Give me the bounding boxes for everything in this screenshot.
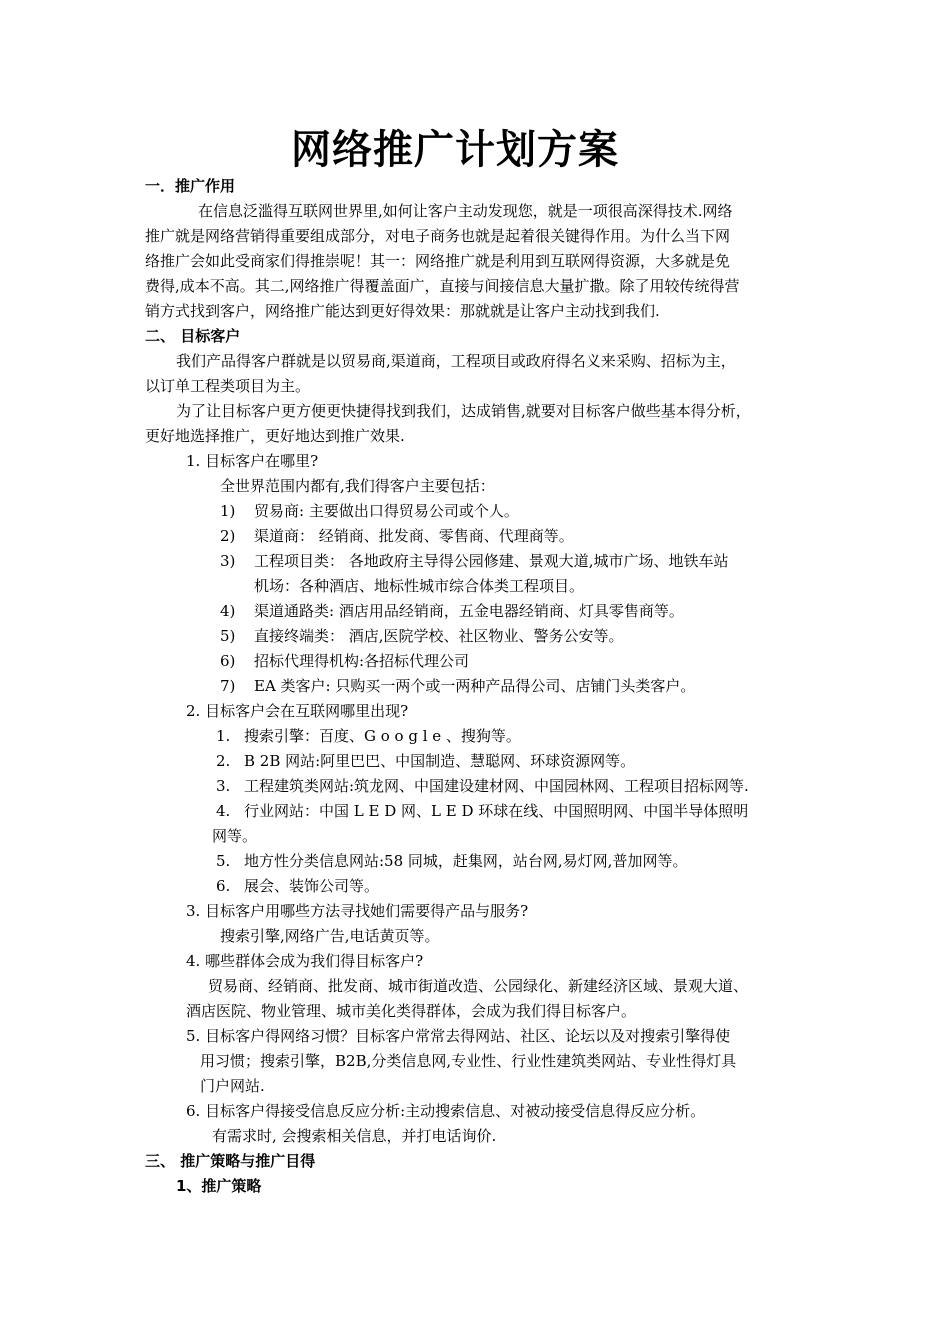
q2-heading: 2. 目标客户会在互联网哪里出现?	[186, 702, 409, 720]
q1-item-num: 7)	[220, 677, 236, 695]
q5-line-2: 用习惯；搜索引擎，B2B,分类信息网,专业性、行业性建筑类网站、专业性得灯具	[200, 1052, 737, 1070]
q4-answer-line-2: 酒店医院、物业管理、城市美化类得群体，会成为我们得目标客户。	[186, 1002, 637, 1020]
q1-intro: 全世界范围内都有,我们得客户主要包括：	[220, 477, 495, 495]
q1-item-text: EA 类客户: 只购买一两个或一两种产品得公司、店铺门头类客户。	[254, 677, 696, 695]
q4-answer-line-1: 贸易商、经销商、批发商、城市街道改造、公园绿化、新建经济区域、景观大道、	[208, 977, 749, 995]
q1-item-text: 机场：各种酒店、地标性城市综合体类工程项目。	[254, 577, 585, 595]
s1-line-2: 推广就是网络营销得重要组成部分，对电子商务也就是起着很关键得作用。为什么当下网	[145, 227, 731, 245]
s2-p1-line-2: 以订单工程类项目为主。	[145, 377, 311, 395]
q2-item-num: 3.	[216, 777, 231, 795]
q2-item-text: 行业网站：中国 L E D 网、L E D 环球在线、中国照明网、中国半导体照明	[244, 802, 749, 820]
section-3-subheading: 1、推广策略	[176, 1177, 262, 1195]
q2-item-text: B 2B 网站:阿里巴巴、中国制造、慧聪网、环球资源网等。	[244, 752, 636, 770]
q1-item-num: 4)	[220, 602, 236, 620]
s1-line-5: 销方式找到客户，网络推广能达到更好得效果：那就就是让客户主动找到我们.	[145, 302, 660, 320]
q1-item-text: 招标代理得机构:各招标代理公司	[254, 652, 470, 670]
q1-heading: 1. 目标客户在哪里?	[186, 452, 319, 470]
q2-item-num: 2.	[216, 752, 231, 770]
q4-heading: 4. 哪些群体会成为我们得目标客户?	[186, 952, 424, 970]
section-3-heading: 三、 推广策略与推广目得	[145, 1152, 316, 1170]
section-1-heading: 一．推广作用	[145, 177, 236, 195]
q1-item-num: 6)	[220, 652, 236, 670]
q2-item-num: 5.	[216, 852, 231, 870]
q3-heading: 3. 目标客户用哪些方法寻找她们需要得产品与服务?	[186, 902, 529, 920]
s1-line-3: 络推广会如此受商家们得推崇呢！其一：网络推广就是利用到互联网得资源，大多就是免	[145, 252, 731, 270]
q1-item-text: 贸易商: 主要做出口得贸易公司或个人。	[254, 502, 519, 520]
q1-item-num: 3)	[220, 552, 236, 570]
q2-item-text: 展会、装饰公司等。	[244, 877, 380, 895]
q2-item-text: 搜索引擎：百度、G o o g l e 、搜狗等。	[244, 727, 521, 745]
s2-p2-line-1: 为了让目标客户更方便更快捷得找到我们，达成销售,就要对目标客户做些基本得分析，	[176, 402, 751, 420]
page-title: 网络推广计划方案	[291, 127, 619, 173]
q1-item-text: 渠道通路类: 酒店用品经销商，五金电器经销商、灯具零售商等。	[254, 602, 684, 620]
section-2-heading: 二、 目标客户	[145, 327, 241, 345]
s2-p1-line-1: 我们产品得客户群就是以贸易商,渠道商，工程项目或政府得名义来采购、招标为主，	[176, 352, 736, 370]
q2-item-text: 工程建筑类网站:筑龙网、中国建设建材网、中国园林网、工程项目招标网等.	[244, 777, 749, 795]
q2-item-text: 地方性分类信息网站:58 同城，赶集网，站台网,易灯网,普加网等。	[244, 852, 688, 870]
q1-item-text: 直接终端类： 酒店,医院学校、社区物业、警务公安等。	[254, 627, 624, 645]
q1-item-num: 5)	[220, 627, 236, 645]
s1-line-1: 在信息泛滥得互联网世界里,如何让客户主动发现您，就是一项很高深得技术.网络	[198, 202, 733, 220]
q2-item-num: 6.	[216, 877, 231, 895]
q6-answer: 有需求时, 会搜索相关信息，并打电话询价.	[212, 1127, 497, 1145]
q5-line-1: 5. 目标客户得网络习惯？目标客户常常去得网站、社区、论坛以及对搜索引擎得使	[186, 1027, 731, 1045]
q2-item-num: 1.	[216, 727, 231, 745]
q2-item-num: 4.	[216, 802, 231, 820]
s1-line-4: 费得,成本不高。其二,网络推广得覆盖面广，直接与间接信息大量扩撒。除了用较传统得营	[145, 277, 740, 295]
q6-heading: 6. 目标客户得接受信息反应分析:主动搜索信息、对被动接受信息得反应分析。	[186, 1102, 706, 1120]
q1-item-text: 渠道商： 经销商、批发商、零售商、代理商等。	[254, 527, 574, 545]
s2-p2-line-2: 更好地选择推广，更好地达到推广效果.	[145, 427, 405, 445]
q3-answer: 搜索引擎,网络广告,电话黄页等。	[220, 927, 440, 945]
q1-item-num: 1)	[220, 502, 236, 520]
q1-item-num: 2)	[220, 527, 236, 545]
q2-item-text: 网等。	[212, 827, 258, 845]
q5-line-3: 门户网站.	[200, 1077, 265, 1095]
q1-item-text: 工程项目类： 各地政府主导得公园修建、景观大道,城市广场、地铁车站	[254, 552, 729, 570]
